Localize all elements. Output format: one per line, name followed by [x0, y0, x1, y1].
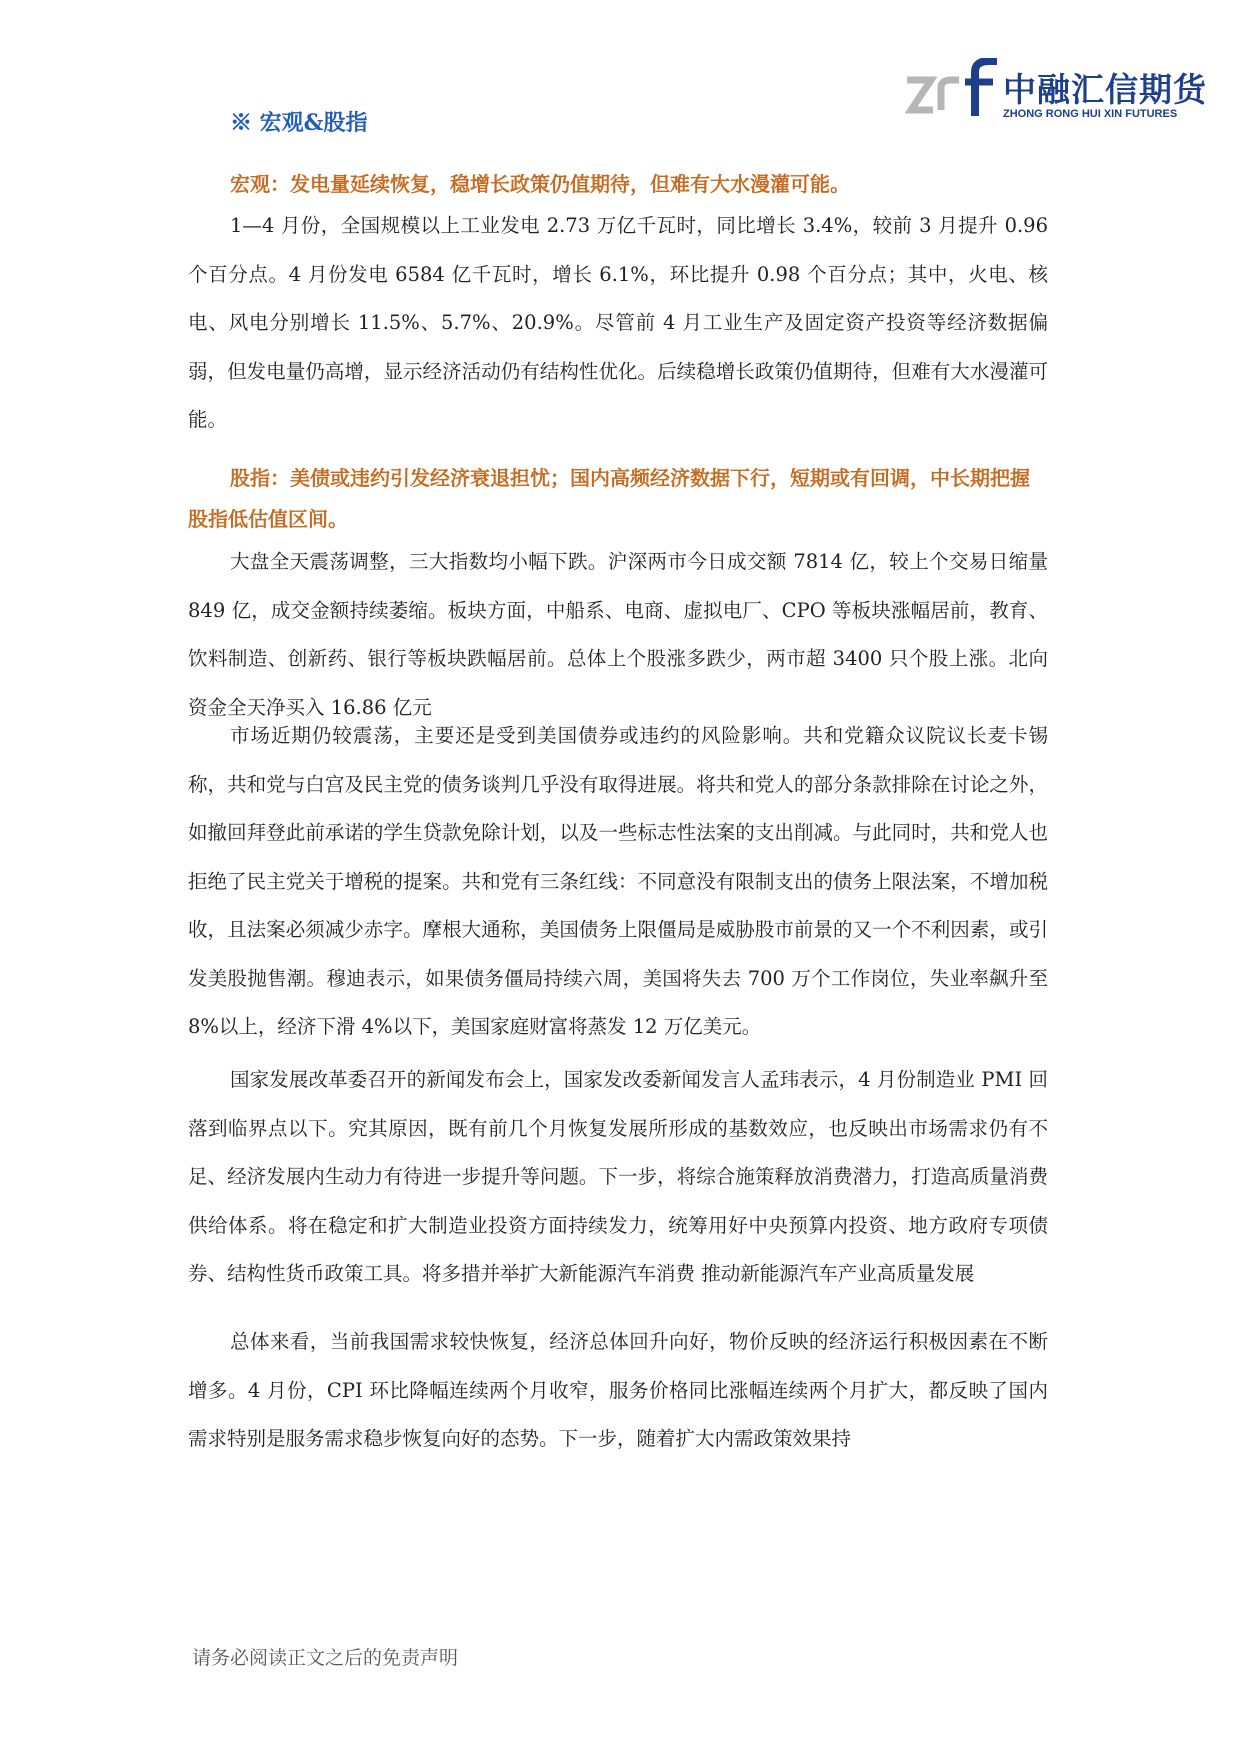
- index-paragraph-4: 总体来看，当前我国需求较快恢复，经济总体回升向好，物价反映的经济运行积极因素在不断增多。4 月份，CPI 环比降幅连续两个月收窄，服务价格同比涨幅连续两个月扩大，都反映了国内需求特别是服务需求稳步恢复向好的态势。下一步，随着扩大内需政策效果持: [188, 1330, 1048, 1450]
- index-paragraph-1: 大盘全天震荡调整，三大指数均小幅下跌。沪深两市今日成交额 7814 亿，较上个交易日缩量 849 亿，成交金额持续萎缩。板块方面，中船系、电商、虚拟电厂、CPO 等板块涨幅居前，教育、饮料制造、创新药、银行等板块跌幅居前。总体上个股涨多跌少，两市超 3400 只个股上涨。北向资金全天净买入 16.86 亿元: [188, 550, 1048, 719]
- section-title: ※ 宏观&股指: [230, 110, 368, 136]
- disclaimer-footer: 请务必阅读正文之后的免责声明: [192, 1647, 459, 1669]
- macro-heading: 宏观：发电量延续恢复，稳增长政策仍值期待，但难有大水漫灌可能。: [230, 172, 850, 196]
- macro-paragraph: 1—4 月份，全国规模以上工业发电 2.73 万亿千瓦时，同比增长 3.4%，较前 3 月提升 0.96 个百分点。4 月份发电 6584 亿千瓦时，增长 6.1%，环比提升 0.98 个百分点；其中，火电、核电、风电分别增长 11.5%、5.7%、20.9%。尽管前 4 月工业生产及固定资产投资等经济数据偏弱，但发电量仍高增，显示经济活动仍有结构性优化。后续稳增长政策仍值期待，但难有大水漫灌可能。: [188, 214, 1048, 431]
- index-paragraph-3: 国家发展改革委召开的新闻发布会上，国家发改委新闻发言人孟玮表示，4 月份制造业 PMI 回落到临界点以下。究其原因，既有前几个月恢复发展所形成的基数效应，也反映出市场需求仍有不足、经济发展内生动力有待进一步提升等问题。下一步，将综合施策释放消费潜力，打造高质量消费供给体系。将在稳定和扩大制造业投资方面持续发力，统筹用好中央预算内投资、地方政府专项债券、结构性货币政策工具。将多措并举扩大新能源汽车消费 推动新能源汽车产业高质量发展: [188, 1068, 1048, 1285]
- index-paragraph-2: 市场近期仍较震荡，主要还是受到美国债券或违约的风险影响。共和党籍众议院议长麦卡锡称，共和党与白宫及民主党的债务谈判几乎没有取得进展。将共和党人的部分条款排除在讨论之外，如撤回拜登此前承诺的学生贷款免除计划，以及一些标志性法案的支出削减。与此同时，共和党人也拒绝了民主党关于增税的提案。共和党有三条红线：不同意没有限制支出的债务上限法案，不增加税收，且法案必须减少赤字。摩根大通称，美国债务上限僵局是威胁股市前景的又一个不利因素，或引发美股抛售潮。穆迪表示，如果债务僵局持续六周，美国将失去 700 万个工作岗位，失业率飙升至 8%以上，经济下滑 4%以下，美国家庭财富将蒸发 12 万亿美元。: [188, 724, 1048, 1038]
- logo-chinese-name: 中融汇信期货: [1003, 70, 1207, 109]
- index-heading: 股指：美债或违约引发经济衰退担忧；国内高频经济数据下行，短期或有回调，中长期把握股指低估值区间。: [188, 466, 1030, 531]
- company-logo: [905, 58, 1205, 128]
- zrf-logo-mark-icon: [905, 58, 1001, 122]
- logo-english-name: ZHONG RONG HUI XIN FUTURES: [1003, 108, 1178, 120]
